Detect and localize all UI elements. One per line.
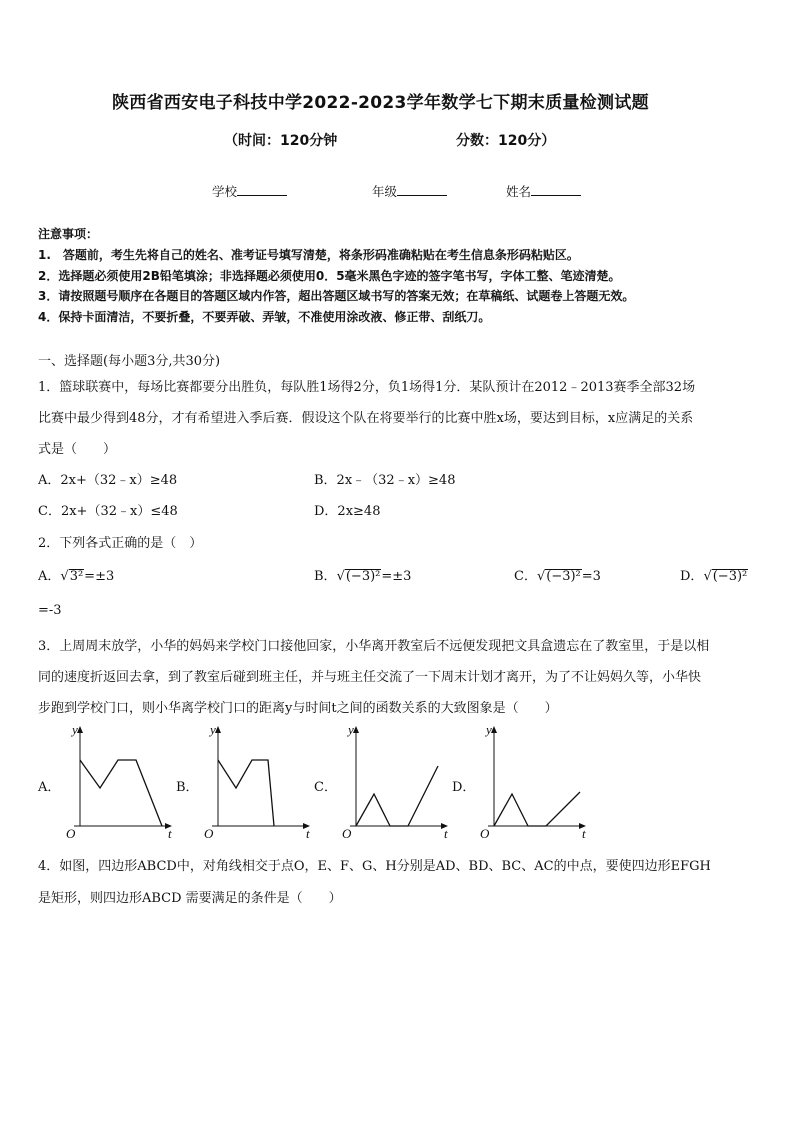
- y-axis-label: y: [210, 722, 216, 737]
- section-heading: 一、选择题(每小题3分,共30分): [38, 354, 221, 369]
- q2-c-label: C．: [514, 569, 537, 584]
- t-axis-label: t: [306, 826, 310, 841]
- exam-time: （时间：120分钟: [224, 133, 338, 149]
- origin-label: O: [204, 826, 214, 841]
- t-axis-label: t: [582, 826, 586, 841]
- q3-graph-d: [474, 722, 594, 842]
- graph-curve: [356, 766, 438, 826]
- q2-c-rest: =3: [581, 569, 601, 584]
- note-item: 2．选择题必须使用2B铅笔填涂；非选择题必须使用0．5毫米黑色字迹的签字笔书写，字体工整、笔迹清楚。: [38, 269, 621, 283]
- q3-line: 步跑到学校门口，则小华离学校门口的距离y与时间t之间的函数关系的大致图象是（ ）: [38, 701, 558, 716]
- origin-label: O: [480, 826, 490, 841]
- notes-heading: 注意事项：: [38, 227, 99, 241]
- q3-option-a-label: A．: [38, 780, 61, 795]
- t-axis-label: t: [168, 826, 172, 841]
- q1-option-a: A．2x+（32﹣x）≥48: [38, 473, 178, 488]
- q2-b-rest: =±3: [381, 569, 412, 584]
- q3-line: 同的速度折返回去拿，到了教室后碰到班主任，并与班主任交流了一下周末计划才离开，为了不让妈妈久等，小华快: [38, 670, 702, 685]
- q3-line: 3．上周周末放学，小华的妈妈来学校门口接他回家，小华离开教室后不远便发现把文具盒遗忘在了教室里，于是以相: [38, 639, 710, 654]
- grade-field: [372, 182, 447, 200]
- q3-option-b-label: B．: [176, 780, 199, 795]
- q1-option-c: C．2x+（32﹣x）≤48: [38, 504, 178, 519]
- y-arrow-icon: [353, 726, 359, 733]
- q2-option-a: [38, 565, 114, 584]
- grade-blank: [397, 183, 447, 196]
- q3-graph-c: [336, 722, 456, 842]
- q2-d-label: D．: [680, 569, 704, 584]
- q1-option-b: B．2x﹣（32﹣x）≥48: [314, 473, 456, 488]
- q2-a-label: A．: [38, 569, 61, 584]
- graph-curve: [494, 792, 580, 826]
- graph-curve: [218, 760, 274, 826]
- q1-line: 式是（ ）: [38, 442, 117, 457]
- y-axis-label: y: [72, 722, 78, 737]
- note-item: 4．保持卡面清洁，不要折叠，不要弄破、弄皱，不准使用涂改液、修正带、刮纸刀。: [38, 310, 491, 324]
- name-blank: [531, 183, 581, 196]
- school-blank: [237, 183, 287, 196]
- note-item: 3．请按照题号顺序在各题目的答题区域内作答，超出答题区域书写的答案无效；在草稿纸、试题卷上答题无效。: [38, 289, 635, 303]
- q3-option-c-label: C．: [314, 780, 337, 795]
- q3-option-d-label: D．: [452, 780, 476, 795]
- note-item: 1. 答题前，考生先将自己的姓名、准考证号填写清楚，将条形码准确粘贴在考生信息条形码粘贴区。: [38, 248, 579, 262]
- q4-line: 4．如图，四边形ABCD中，对角线相交于点O，E、F、G、H分别是AD、BD、BC、AC的中点，要使四边形EFGH: [38, 859, 711, 874]
- q2-d-radicand: (−3)²: [712, 569, 748, 584]
- q2-stem: 2．下列各式正确的是（ ）: [38, 536, 203, 551]
- q1-line: 比赛中最少得到48分，才有希望进入季后赛．假设这个队在将要举行的比赛中胜x场，要达到目标，x应满足的关系: [38, 411, 694, 426]
- y-arrow-icon: [491, 726, 497, 733]
- q2-b-radicand: (−3)²: [345, 569, 381, 584]
- t-axis-label: t: [444, 826, 448, 841]
- y-axis-label: y: [348, 722, 354, 737]
- q1-line: 1．篮球联赛中，每场比赛都要分出胜负，每队胜1场得2分，负1场得1分．某队预计在2012﹣2013赛季全部32场: [38, 380, 696, 395]
- y-axis-label: y: [486, 722, 492, 737]
- q2-a-rest: =±3: [84, 569, 115, 584]
- q2-a-radicand: 3²: [69, 569, 84, 584]
- origin-label: O: [342, 826, 352, 841]
- school-label: 学校: [212, 184, 238, 199]
- sqrt-icon: √: [536, 569, 546, 584]
- origin-label: O: [66, 826, 76, 841]
- q4-line: 是矩形，则四边形ABCD 需要满足的条件是（ ）: [38, 891, 342, 906]
- graph-curve: [80, 760, 162, 826]
- y-arrow-icon: [215, 726, 221, 733]
- y-arrow-icon: [77, 726, 83, 733]
- name-field: [506, 182, 581, 200]
- q3-graph-a: [60, 722, 180, 842]
- school-field: [212, 182, 287, 200]
- q1-option-d: D．2x≥48: [314, 504, 381, 519]
- q3-graph-b: [198, 722, 318, 842]
- q2-option-c: [514, 565, 601, 584]
- sqrt-icon: √: [703, 569, 712, 584]
- q2-option-b: [314, 565, 411, 584]
- name-label: 姓名: [506, 184, 532, 199]
- sqrt-icon: √: [60, 569, 69, 584]
- q2-option-d: [680, 565, 748, 584]
- q2-c-radicand: (−3)²: [546, 569, 581, 584]
- exam-title: 陕西省西安电子科技中学2022-2023学年数学七下期末质量检测试题: [112, 93, 649, 113]
- q2-b-label: B．: [314, 569, 337, 584]
- sqrt-icon: √: [336, 569, 345, 584]
- exam-score: 分数：120分）: [456, 133, 556, 149]
- grade-label: 年级: [372, 184, 398, 199]
- q2-d-rest: =-3: [38, 603, 62, 618]
